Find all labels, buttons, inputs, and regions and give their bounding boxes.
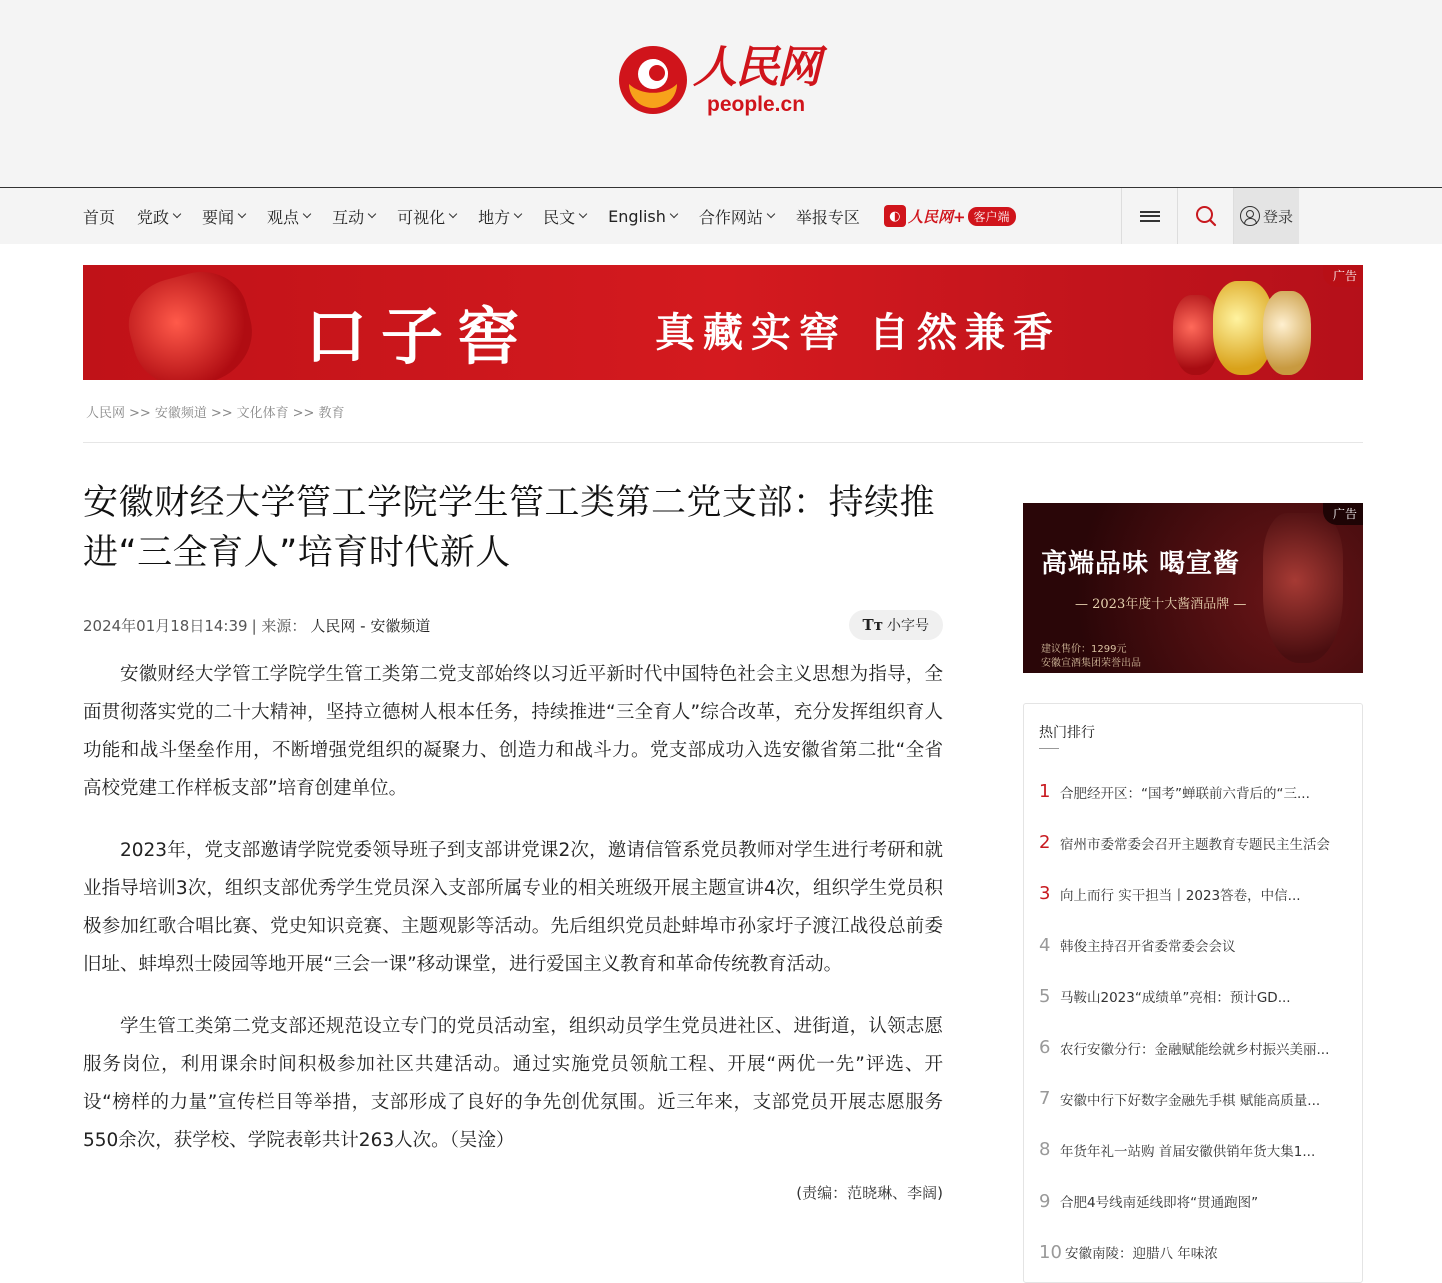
hot-ranking-title: 热门排行 — [1039, 725, 1095, 741]
nav-item-label: 合作网站 — [698, 207, 763, 227]
nav-items — [83, 188, 1038, 244]
nav-item-4[interactable] — [332, 205, 375, 228]
hot-ranking-number: 10 — [1039, 1241, 1062, 1263]
font-size-label: 小字号 — [887, 618, 929, 634]
sidebar-ad-headline: 高端品味 喝宣酱 — [1041, 549, 1241, 579]
nav-item-3[interactable] — [267, 205, 310, 228]
hot-ranking-text: 合肥经开区：“国考”蝉联前六背后的“三... — [1060, 785, 1310, 802]
app-name: 人民网+ — [907, 207, 966, 226]
nav-item-label: English — [608, 206, 666, 226]
banner-slogan: 真藏实窖 自然兼香 — [655, 309, 1061, 356]
article-meta — [83, 610, 943, 640]
article-paragraph: 2023年，党支部邀请学院党委领导班子到支部讲党课2次，邀请信管系党员教师对学生进行考研和就业指导培训3次，组织支部优秀学生党员深入支部所属专业的相关班级开展主题宣讲4次，组织学生党员积极参加红歌合唱比赛、党史知识竞赛、主题观影等活动。先后组织党员赴蚌埠市孙家圩子渡江战役总前委旧址、蚌埠烈士陵园等地开展“三会一课”移动课堂，进行爱国主义教育和革命传统教育活动。 — [83, 840, 943, 975]
nav-item-label: 要闻 — [202, 207, 235, 227]
breadcrumb — [86, 402, 344, 421]
hot-ranking-text: 合肥4号线南延线即将“贯通跑图” — [1060, 1195, 1259, 1212]
hot-ranking-number: 5 — [1039, 985, 1051, 1007]
hot-ranking-number: 3 — [1039, 883, 1051, 905]
nav-item-10[interactable] — [796, 205, 860, 228]
article-paragraph: 学生管工类第二党支部还规范设立专门的党员活动室，组织动员学生党员进社区、进街道，认领志愿服务岗位，利用课余时间积极参加社区共建活动。通过实施党员领航工程、开展“两优一先”评选、开设“榜样的力量”宣传栏目等举措，支部形成了良好的争先创优氛围。近三年来，支部党员开展志愿服务550余次，获学校、学院表彰共计263人次。（吴淦） — [83, 1016, 943, 1151]
sidebar-ad-company: 安徽宣酒集团荣誉出品 — [1041, 658, 1141, 669]
login-label: 登录 — [1262, 207, 1293, 226]
hot-ranking-number: 7 — [1039, 1088, 1051, 1110]
hot-ranking-panel — [1023, 703, 1363, 1283]
hot-ranking-item[interactable] — [1039, 971, 1351, 1022]
article-datetime: 2024年01月18日14:39 — [83, 616, 248, 635]
article — [83, 478, 943, 1203]
people-logo-icon — [617, 44, 689, 116]
nav-item-label: 地方 — [478, 207, 511, 227]
chevron-down-icon — [767, 210, 775, 218]
hot-ranking-text: 安徽中行下好数字金融先手棋 赋能高质量... — [1060, 1092, 1321, 1109]
bottle-image-right-3 — [1263, 291, 1311, 375]
breadcrumb-separator: >> — [292, 406, 315, 421]
hot-ranking-number: 2 — [1039, 832, 1051, 854]
hot-ranking-text: 韩俊主持召开省委常委会会议 — [1060, 939, 1236, 956]
font-size-toggle[interactable] — [849, 610, 943, 640]
hot-ranking-item[interactable] — [1039, 1124, 1351, 1175]
breadcrumb-link[interactable]: 文化体育 — [236, 406, 289, 421]
chevron-down-icon — [173, 210, 181, 218]
site-logo[interactable] — [617, 41, 819, 116]
article-source-link[interactable]: 人民网 - 安徽频道 — [310, 616, 431, 635]
hot-ranking-item[interactable] — [1039, 1073, 1351, 1124]
hot-ranking-list — [1039, 766, 1351, 1278]
nav-tools — [1121, 188, 1299, 244]
hot-ranking-title-underline — [1039, 748, 1059, 749]
article-paragraph: 安徽财经大学管工学院学生管工类第二党支部始终以习近平新时代中国特色社会主义思想为指导，全面贯彻落实党的二十大精神，坚持立德树人根本任务，持续推进“三全育人”综合改革，充分发挥组织育人功能和战斗堡垒作用，不断增强党组织的凝聚力、创造力和战斗力。党支部成功入选安徽省第二批“全省高校党建工作样板支部”培育创建单位。 — [83, 664, 943, 799]
app-download-link[interactable] — [884, 205, 1016, 227]
banner-brand: 口子窖 — [305, 300, 534, 373]
nav-item-label: 互动 — [332, 207, 365, 227]
chevron-down-icon — [303, 210, 311, 218]
logo-chinese-text: 人民网 — [693, 41, 819, 93]
hot-ranking-text: 宿州市委常委会召开主题教育专题民主生活会 — [1060, 836, 1330, 853]
hot-ranking-text: 年货年礼一站购 首届安徽供销年货大集1... — [1060, 1143, 1316, 1160]
nav-item-label: 民文 — [543, 207, 576, 227]
hot-ranking-item[interactable] — [1039, 1022, 1351, 1073]
breadcrumb-link[interactable]: 安徽频道 — [154, 406, 207, 421]
hot-ranking-item[interactable] — [1039, 920, 1351, 971]
nav-item-6[interactable] — [478, 205, 521, 228]
chevron-down-icon — [238, 210, 246, 218]
hot-ranking-text: 安徽南陵：迎腊八 年味浓 — [1065, 1246, 1218, 1263]
hot-ranking-item[interactable] — [1039, 868, 1351, 919]
login-button[interactable] — [1233, 188, 1299, 244]
site-header — [0, 0, 1442, 188]
nav-item-label: 党政 — [137, 207, 170, 227]
nav-item-9[interactable] — [699, 205, 774, 228]
hot-ranking-text: 农行安徽分行：金融赋能绘就乡村振兴美丽... — [1060, 1041, 1330, 1058]
ad-tag: 广告 — [1323, 503, 1363, 525]
app-logo-icon: ◐ — [884, 205, 906, 227]
font-size-icon: Tт — [862, 616, 883, 634]
hot-ranking-item[interactable] — [1039, 1227, 1351, 1278]
chevron-down-icon — [449, 210, 457, 218]
nav-item-8[interactable] — [608, 207, 677, 226]
nav-item-7[interactable] — [543, 205, 586, 228]
chevron-down-icon — [514, 210, 522, 218]
article-title: 安徽财经大学管工学院学生管工类第二党支部：持续推进“三全育人”培育时代新人 — [83, 483, 936, 573]
sidebar-ad-fineprint — [1041, 643, 1141, 671]
nav-item-label: 首页 — [83, 207, 116, 227]
nav-item-0[interactable] — [83, 205, 115, 228]
nav-item-2[interactable] — [202, 205, 245, 228]
menu-icon[interactable] — [1121, 188, 1177, 244]
hot-ranking-item[interactable] — [1039, 766, 1351, 817]
nav-item-label: 可视化 — [397, 207, 446, 227]
article-body — [83, 656, 943, 1160]
hot-ranking-number: 1 — [1039, 781, 1051, 803]
breadcrumb-link[interactable]: 教育 — [318, 406, 345, 421]
logo-english-text: people.cn — [707, 92, 806, 116]
breadcrumb-separator: >> — [129, 406, 151, 421]
hot-ranking-number: 4 — [1039, 934, 1051, 956]
search-icon[interactable] — [1177, 188, 1233, 244]
hot-ranking-number: 9 — [1039, 1190, 1051, 1212]
hot-ranking-number: 6 — [1039, 1037, 1051, 1059]
sidebar-ad-price: 建议售价：1299元 — [1041, 644, 1127, 655]
article-editor: (责编：范晓琳、李阔) — [796, 1184, 943, 1202]
source-prefix: | 来源： — [251, 616, 307, 635]
hot-ranking-text: 向上而行 实干担当丨2023答卷，中信... — [1060, 887, 1301, 904]
banner-ad[interactable] — [83, 265, 1363, 380]
app-badge: 客户端 — [968, 207, 1016, 226]
ad-tag: 广告 — [1323, 265, 1363, 287]
bottle-image-left — [119, 265, 263, 380]
hot-ranking-item[interactable] — [1039, 1176, 1351, 1227]
nav-item-5[interactable] — [397, 205, 456, 228]
chevron-down-icon — [368, 210, 376, 218]
main-nav — [0, 188, 1442, 244]
sidebar-ad-subline: — 2023年度十大酱酒品牌 — — [1075, 597, 1247, 612]
nav-item-1[interactable] — [137, 205, 180, 228]
breadcrumb-link[interactable]: 人民网 — [86, 406, 126, 421]
breadcrumb-separator: >> — [210, 406, 233, 421]
user-icon — [1240, 206, 1260, 226]
sidebar-ad-bottle-image — [1263, 513, 1343, 663]
divider — [83, 442, 1363, 443]
chevron-down-icon — [579, 210, 587, 218]
hot-ranking-text: 马鞍山2023“成绩单”亮相：预计GD... — [1060, 990, 1291, 1007]
nav-item-label: 观点 — [267, 207, 300, 227]
hot-ranking-item[interactable] — [1039, 817, 1351, 868]
nav-item-label: 举报专区 — [795, 207, 860, 227]
sidebar-ad[interactable] — [1023, 503, 1363, 673]
hot-ranking-number: 8 — [1039, 1139, 1051, 1161]
chevron-down-icon — [670, 210, 678, 218]
